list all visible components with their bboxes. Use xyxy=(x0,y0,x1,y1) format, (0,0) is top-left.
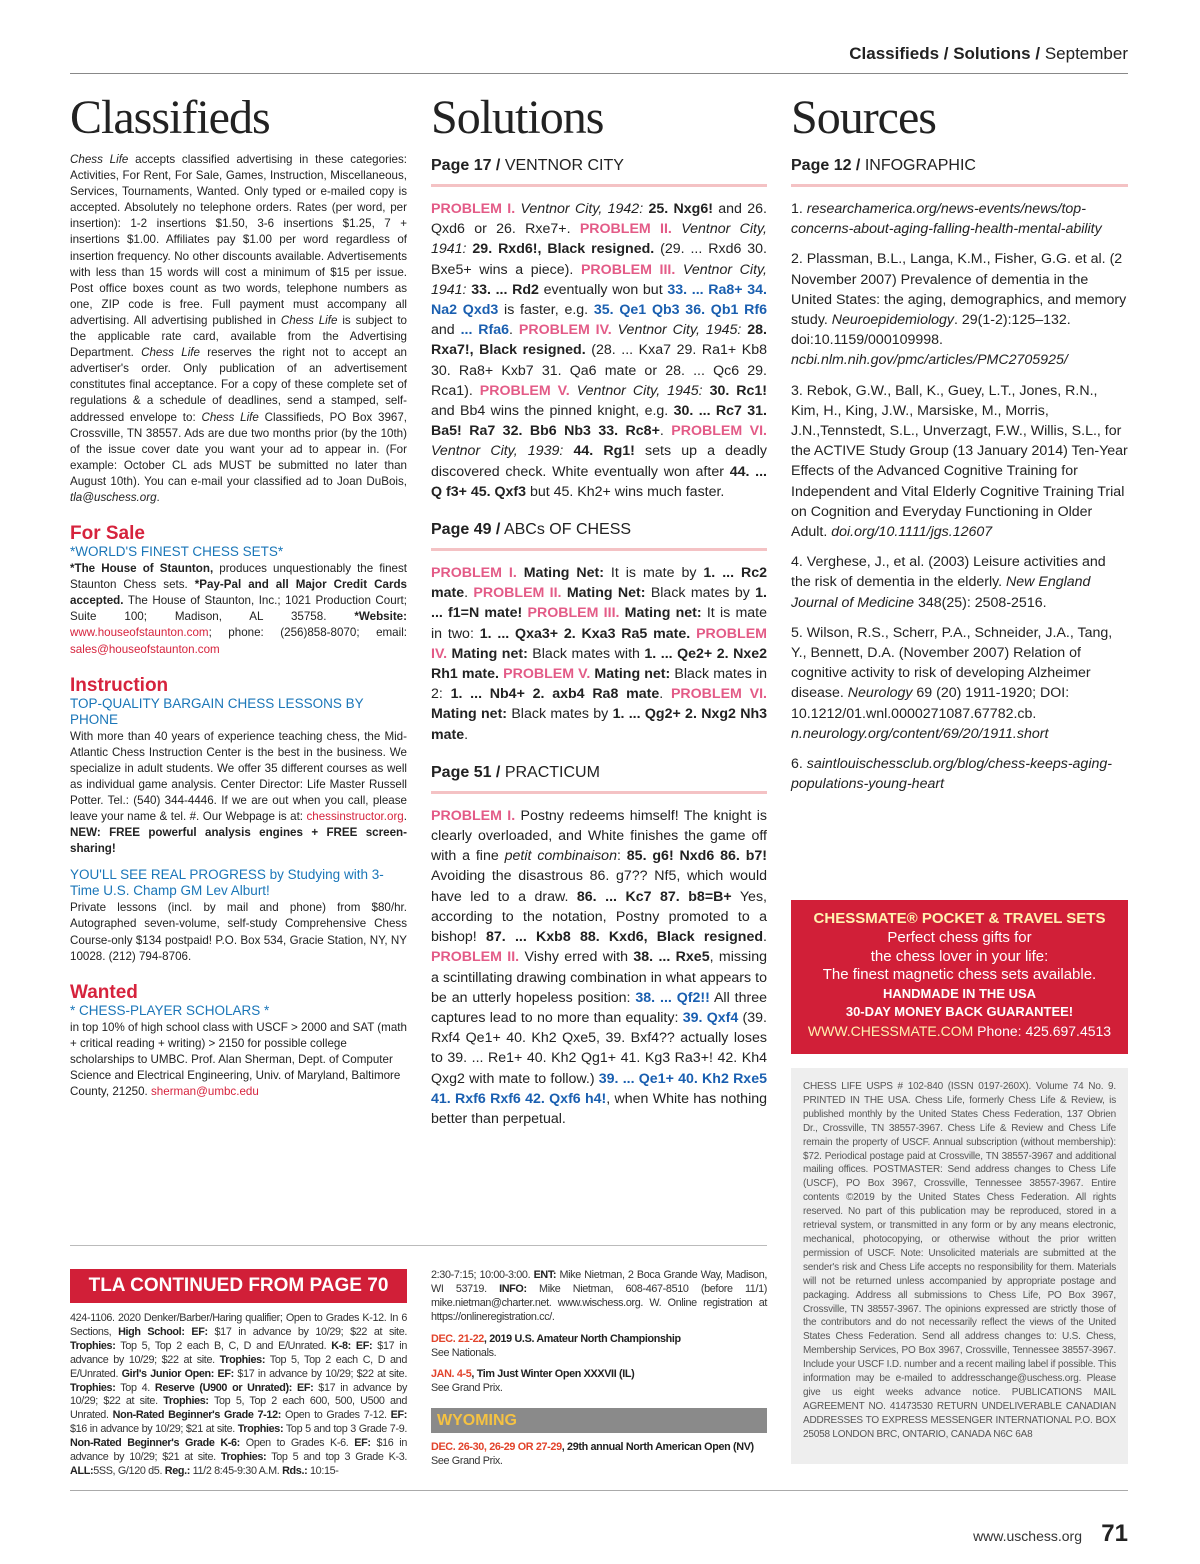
move-highlight: 39. Qxf4 xyxy=(682,1009,739,1026)
staunton-website-link[interactable]: www.houseofstaunton.com xyxy=(70,626,209,640)
page49-heading: Page 49 / ABCs OF CHESS xyxy=(431,520,767,551)
page51-solutions: PROBLEM I. Postny redeems himself! The knight is clearly overloaded, and White finishes the game off with a fine petit combinaison: 85. g6! Nxd6 86. b7! Avoiding the disastrous 86. g7?? Nf5, which would have led to a draw. 86. ... Kc7 87. b8=B+ Yes, according to the notation, Postny promoted to a bishop! 87. ... Kxb8 88. Kxd6, Black resigned. PROBLEM II. Vishy erred with 38. ... Rxe5, missing a scintillating drawing combination in what appears to be an utterly hopeless position: 38. ... Qf2!! All three captures lead to no more than equality: 39. Qxf4 (39. Rxf4 Qe1+ 40. Kh2 Qxe5, 39. Bxf4?? actually loses to 39. ... Re1+ 40. Kh2 Qg1+ 41. Kg3 Ra3+! 42. Kh4 Qxg2 with mate to follow.) 39. ... Qe1+ 40. Kh2 Rxe5 41. Rxf6 Rxf6 42. Qxf6 h4!, when White has nothing better than perpetual. xyxy=(431,807,768,1127)
source-item: 2. Plassman, B.L., Langa, K.M., Fisher, G.G. et al. (2 November 2007) Prevalence of dementia in the United States: the aging, demographics, and memory study. Neuroepidemiology. 29(1-2):125–132. doi:10.1159/000109998. ncbi.nlm.nih.gov/pmc/articles/PMC2705925/ xyxy=(791,251,1127,369)
problem-label: PROBLEM IV. xyxy=(518,322,612,339)
move-highlight: 35. Qe1 Qb3 36. Qb1 Rf6 xyxy=(593,302,768,319)
move-highlight: 38. ... Qf2!! xyxy=(635,989,710,1006)
source-item: 3. Rebok, G.W., Ball, K., Guey, L.T., Jones, R.N., Kim, H., King, J.W., Marsiske, M., Morris, J.N.,Tennstedt, S.L., Unverzagt, F.W., Willis, S.L., for the ACTIVE Study Group (13 January 2014) Ten-Year Effects of the Advanced Cognitive Training for Independent and Vital Elderly Cognitive Training Trial on Cognition and Everyday Functioning in Older Adult. doi.org/10.1111/jgs.12607 xyxy=(791,382,1128,541)
problem-label: PROBLEM I. xyxy=(431,201,516,217)
source-item: 1. researchamerica.org/news-events/news/top-concerns-about-aging-falling-health-mental-ability xyxy=(791,201,1102,238)
page17-solutions: PROBLEM I. Ventnor City, 1942: 25. Nxg6! and 26. Qxd6 or 26. Rxe7+. PROBLEM II. Ventnor City, 1941: 29. Rxd6!, Black resigned. (29. ... Rxd6 30. Bxe5+ wins a piece). PROBLEM III. Ventnor City, 1941: 33. ... Rd2 eventually won but 33. ... Ra8+ 34. Na2 Qxd3 is faster, e.g. 35. Qe1 Qb3 36. Qb1 Rf6 and ... Rfa6. PROBLEM IV. Ventnor City, 1945: 28. Rxa7!, Black resigned. (28. ... Kxa7 29. Ra1+ Kb8 30. Ra8+ Kxb7 31. Qa6 mate or 28. ... Qc6 29. Rca1). PROBLEM V. Ventnor City, 1945: 30. Rc1! and Bb4 wins the pinned knight, e.g. 30. ... Rc7 31. Ba5! Ra7 32. Bb6 Nb3 33. Rc8+. PROBLEM VI. Ventnor City, 1939: 44. Rg1! sets up a deadly discovered check. White eventually won after 44. ... Q f3+ 45. Qxf3 but 45. Kh2+ wins much faster. xyxy=(431,201,768,500)
header-section-solutions: Solutions xyxy=(953,44,1031,63)
page49-solutions: PROBLEM I. Mating Net: It is mate by 1. ... Rc2 mate. PROBLEM II. Mating Net: Black mates by 1. ... f1=N mate! PROBLEM III. Mating net: It is mate in two: 1. ... Qxa3+ 2. Kxa3 Ra5 mate. PROBLEM IV. Mating net: Black mates with 1. ... Qe2+ 2. Nxe2 Rh1 mate. PROBLEM V. Mating net: Black mates in 2: 1. ... Nb4+ 2. axb4 Ra8 mate. PROBLEM VI. Mating net: Black mates by 1. ... Qg2+ 2. Nxg2 Nh3 mate. xyxy=(431,565,768,743)
move-highlight: ... Rfa6 xyxy=(460,322,510,339)
solutions-title: Solutions xyxy=(431,91,604,144)
for-sale-text: *The House of Staunton, produces unquestionably the finest Staunton Chess sets. *Pay-Pal and all Major Credit Cards accepted. The House of Staunton, Inc.; 1021 Production Court; Suite 100; Madison, AL 35758. *Website: www.houseofstaunton.com; phone: (256)858-8070; email: sales@houseofstaunton.com xyxy=(70,562,407,656)
footer-divider xyxy=(70,1490,1128,1491)
move-highlight: 33. ... Ra8+ 34. Na2 Qxd3 xyxy=(431,281,767,319)
page-number: 71 xyxy=(1101,1520,1128,1547)
page51-heading: Page 51 / PRACTICUM xyxy=(431,763,767,794)
state-heading-wyoming: WYOMING xyxy=(431,1408,767,1433)
header-month: September xyxy=(1044,44,1128,63)
event-tim-just-winter: JAN. 4-5, Tim Just Winter Open XXXVII (IL) See Grand Prix. xyxy=(431,1368,635,1395)
chessmate-website-link[interactable]: WWW.CHESSMATE.COM xyxy=(807,1022,974,1039)
for-sale-subheading: *WORLD'S FINEST CHESS SETS* xyxy=(70,544,284,560)
problem-label: PROBLEM I. xyxy=(431,565,517,582)
footer-url[interactable]: www.uschess.org xyxy=(973,1528,1082,1544)
staunton-email-link[interactable]: sales@houseofstaunton.com xyxy=(70,642,220,656)
problem-label: PROBLEM II. xyxy=(431,949,520,966)
problem-label: PROBLEM III. xyxy=(527,605,620,622)
event-north-american-open: DEC. 26-30, 26-29 OR 27-29, 29th annual North American Open (NV) See Grand Prix. xyxy=(431,1441,754,1468)
ad-title: CHESSMATE® POCKET & TRAVEL SETS xyxy=(813,910,1106,927)
problem-label: PROBLEM III. xyxy=(580,261,676,278)
instruction-text: With more than 40 years of experience teaching chess, the Mid-Atlantic Chess Instruction Center is the best in the business. We specialize in adult students. We offer 35 different courses as well as individual game analysis. Center Director: Life Master Russell Potter. Tel.: (540) 344-4446. If we are out when you call, please leave your name & tel. #. Our Webpage is at: chessinstructor.org. NEW: FREE powerful analysis engines + FREE screen-sharing! xyxy=(70,729,407,856)
publication-statement: CHESS LIFE USPS # 102-840 (ISSN 0197-260X). Volume 74 No. 9. PRINTED IN THE USA. Chess Life, formerly Chess Life & Review, is published monthly by the United States Chess Federation, 137 Obrien Dr., Crossville, TN 38557-3967. Chess Life & Review and Chess Life remain the property of USCF. Annual subscription (without membership): $72. Periodical postage paid at Crossville, TN 38557-3967 and additional mailing offices. POSTMASTER: Send address changes to Chess Life (USCF), PO Box 3967, Crossville, Tennessee 38557-3967. Entire contents ©2019 by the United States Chess Federation. All rights reserved. No part of this publication may be reproduced, stored in a retrieval system, or transmitted in any form or by any means electronic, mechanical, photocopying, or otherwise without the prior written permission of USCF. Note: Unsolicited materials are submitted at the sender's risk and Chess Life accepts no responsibility for them. Materials will not be returned unless accompanied by appropriate postage and packaging. Address all submissions to Chess Life, PO Box 3967, Crossville, TN 38557-3967. The opinions expressed are strictly those of the contributors and do not necessarily reflect the views of the United States Chess Federation. Send all address changes to: U.S. Chess, Membership Services, PO Box 3967, Crossville, Tennessee 38557-3967. Include your USCF I.D. number and a recent mailing label if possible. This information may be e-mailed to addresschange@uschess.org. Please give us eight weeks advance notice. PUBLICATIONS MAIL AGREEMENT NO. 41473530 RETURN UNDELIVERABLE CANADIAN ADDRESSES TO EXPRESS MESSENGER INTERNATIONAL P.O. BOX 25058 LONDON BRC, ONTARIO, CANADA N6C 6A8 xyxy=(791,1068,1128,1464)
tla-continued-text: 2:30-7:15; 10:00-3:00. ENT: Mike Nietman, 2 Boca Grande Way, Madison, WI 53719. INFO: Mike Nietman, 608-467-8510 (before 11/1) mike.nietman@charter.net. www.wischess.org. W. Online registration at https://onlineregistration.cc/. xyxy=(431,1269,768,1323)
for-sale-heading: For Sale xyxy=(70,523,145,545)
problem-label: PROBLEM II. xyxy=(473,585,562,602)
problem-label: PROBLEM VI. xyxy=(671,423,768,440)
problem-label: PROBLEM V. xyxy=(479,382,570,399)
umbc-email-link[interactable]: sherman@umbc.edu xyxy=(151,1085,259,1099)
source-item: 4. Verghese, J., et al. (2003) Leisure activities and the risk of dementia in the elderly. New England Journal of Medicine 348(25): 2508-2516. xyxy=(791,554,1106,611)
move-highlight: 39. ... Qe1+ 40. Kh2 Rxe5 41. Rxf6 Rxf6 42. Qxf6 h4! xyxy=(431,1070,767,1107)
page17-heading: Page 17 / VENTNOR CITY xyxy=(431,156,767,187)
alburt-subheading: YOU'LL SEE REAL PROGRESS by Studying with 3-Time U.S. Champ GM Lev Alburt! xyxy=(70,867,384,899)
wanted-text: in top 10% of high school class with USCF > 2000 and SAT (math + critical reading + writing) > 2150 for possible college scholarships to UMBC. Prof. Alan Sherman, Dept. of Computer Science and Electrical Engineering, Univ. of Maryland, Baltimore County, 21250. sherman@umbc.edu xyxy=(70,1020,407,1099)
problem-label: PROBLEM V. xyxy=(503,666,591,683)
wanted-heading: Wanted xyxy=(70,981,138,1003)
instruction-subheading: TOP-QUALITY BARGAIN CHESS LESSONS BY PHONE xyxy=(70,695,364,727)
alburt-text: Private lessons (incl. by mail and phone) from $80/hr. Autographed seven-volume, self-study Comprehensive Chess Course-only $134 postpaid! P.O. Box 534, Gracie Station, NY, NY 10028. (212) 794-8706. xyxy=(70,901,407,963)
source-item: 5. Wilson, R.S., Scherr, P.A., Schneider, J.A., Tang, Y., Bennett, D.A. (November 2007) Relation of cognitive activity to risk of developing Alzheimer disease. Neurology 69 (20) 1911-1920; DOI: 10.1212/01.wnl.0000271087.67782.cb. n.neurology.org/content/69/20/1911.short xyxy=(791,624,1113,742)
tournament-listings xyxy=(431,1269,767,1469)
problem-label: PROBLEM I. xyxy=(431,807,516,824)
tla-text: 424-1106. 2020 Denker/Barber/Haring qualifier; Open to Grades K-12. In 6 Sections, High School: EF: $17 in advance by 10/29; $22 at site. Trophies: Top 5, Top 2 each B, C, D and E/Unrated. K-8: EF: $17 in advance by 10/29; $22 at site. Trophies: Top 5, Top 2 each C, D and E/Unrated. Girl's Junior Open: EF: $17 in advance by 10/29; $22 at site. Trophies: Top 4. Reserve (U900 or Unrated): EF: $17 in advance by 10/29; $22 at site. Trophies: Top 5, Top 2 each 600, 500, U500 and Unrated. Non-Rated Beginner's Grade 7-12: Open to Grades 7-12. EF: $16 in advance by 10/29; $21 at site. Trophies: Top 5 and top 3 Grade 7-9. Non-Rated Beginner's Grade K-6: Open to Grades K-6. EF: $16 in advance by 10/29; $21 at site. Trophies: Top 5 and top 3 Grade K-3. ALL:5SS, G/120 d5. Reg.: 11/2 8:45-9:30 A.M. Rds.: 10:15- xyxy=(70,1312,408,1477)
source-item: 6. saintlouischessclub.org/blog/chess-keeps-aging-populations-young-heart xyxy=(791,756,1112,793)
tla-banner: TLA CONTINUED FROM PAGE 70 xyxy=(70,1269,407,1303)
instruction-heading: Instruction xyxy=(70,674,169,696)
intro-email-link[interactable]: tla@uschess.org xyxy=(70,490,157,504)
sources-column xyxy=(791,90,1128,804)
event-us-amateur-north: DEC. 21-22, 2019 U.S. Amateur North Championship See Nationals. xyxy=(431,1332,681,1359)
problem-label: PROBLEM II. xyxy=(579,221,672,238)
sources-title: Sources xyxy=(791,91,936,144)
classifieds-column xyxy=(70,90,407,1100)
page12-heading: Page 12 / INFOGRAPHIC xyxy=(791,156,1128,187)
classifieds-intro: Chess Life accepts classified advertising in these categories: Activities, For Rent, For Sale, Games, Instruction, Miscellaneous, Services, Tournaments, Wanted. Only typed or e-mailed copy is accepted. Absolutely no telephone orders. Rates (per word, per insertion): 1-2 insertions $1.50, 3-6 insertions $1.25, 7 + insertions $1.00. Affiliates pay $1.00 per word regardless of insertion frequency. No other discounts available. Advertisements with less than 15 words will cost a minimum of $15 per issue. Post office boxes count as two words, telephone numbers as one, ZIP code is free. Full payment must accompany all advertising. All advertising published in Chess Life is subject to the applicable rate card, available from the Advertising Department. Chess Life reserves the right not to accept an advertiser's order. Only publication of an advertisement constitutes final acceptance. For a copy of these complete set of regulations & a schedule of deadlines, send a stamped, self-addressed envelope to: Chess Life Classifieds, PO Box 3967, Crossville, TN 38557. Ads are due two months prior (by the 10th) of the issue cover date you want your ad to appear in. (For example: October CL ads MUST be submitted no later than August 10th). You can e-mail your classified ad to Joan DuBois, tla@uschess.org. xyxy=(70,153,408,504)
header-section-classifieds: Classifieds xyxy=(849,44,940,63)
running-header: Classifieds / Solutions / September xyxy=(70,44,1128,74)
problem-label: PROBLEM VI. xyxy=(670,686,767,703)
chessmate-ad: CHESSMATE® POCKET & TRAVEL SETS Perfect chess gifts for the chess lover in your life: The finest magnetic chess sets available. HANDMADE IN THE USA 30-DAY MONEY BACK GUARANTEE! WWW.CHESSMATE.COM Phone: 425.697.4513 xyxy=(791,900,1128,1054)
wanted-subheading: * CHESS-PLAYER SCHOLARS * xyxy=(70,1002,270,1018)
solutions-column xyxy=(431,90,767,1129)
sources-list xyxy=(791,199,1128,794)
problem-label: PROBLEM IV. xyxy=(431,625,767,662)
chessinstructor-link[interactable]: chessinstructor.org xyxy=(306,810,404,824)
classifieds-title: Classifieds xyxy=(70,91,270,144)
divider xyxy=(70,1245,767,1246)
